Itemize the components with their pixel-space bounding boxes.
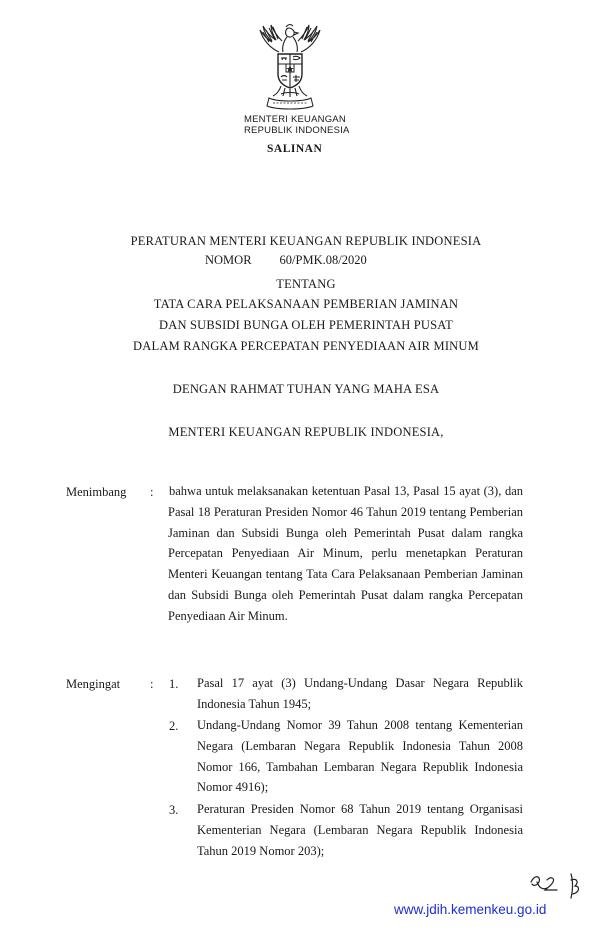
mengingat-label: Mengingat — [66, 677, 121, 691]
salinan-label: SALINAN — [267, 143, 323, 155]
menimbang-label: Menimbang — [66, 485, 127, 499]
footer-url-link[interactable]: www.jdih.kemenkeu.go.id — [394, 902, 547, 917]
regulation-title: PERATURAN MENTERI KEUANGAN REPUBLIK INDONESIA — [130, 234, 482, 248]
garuda-emblem-icon — [255, 22, 325, 114]
tentang-heading: TENTANG — [276, 277, 336, 291]
menimbang-text: bahwa untuk melaksanakan ketentuan Pasal 13, Pasal 15 ayat (3), dan Pasal 18 Peraturan Presiden Nomor 46 Tahun 2019 tentang Pemberian Jaminan dan Subsidi Bunga oleh Pemerintah Pusat dalam rangka Percepatan Penyediaan Air Minum, perlu menetapkan Peraturan Menteri Keuangan tentang Tata Cara Pelaksanaan Pemberian Jaminan dan Subsidi Bunga oleh Pemerintah Pusat dalam rangka Percepatan Penyediaan Air Minum. — [168, 484, 523, 623]
subject-line-3: DALAM RANGKA PERCEPATAN PENYEDIAAN AIR MINUM — [133, 339, 479, 353]
mengingat-item-2-number: 2. — [169, 719, 179, 733]
mengingat-item-1-text: Pasal 17 ayat (3) Undang-Undang Dasar Negara Republik Indonesia Tahun 1945; — [197, 676, 523, 711]
nomor-label: NOMOR — [205, 253, 252, 267]
mengingat-item-2-text: Undang-Undang Nomor 39 Tahun 2008 tentang Kementerian Negara (Lembaran Negara Republik Indonesia Tahun 2008 Nomor 166, Tambahan Lembaran Negara Republik Indonesia Nomor 4916); — [197, 718, 523, 795]
mengingat-item-3-number: 3. — [169, 803, 179, 817]
mengingat-item-3-text: Peraturan Presiden Nomor 68 Tahun 2019 tentang Organisasi Kementerian Negara (Lembaran Negara Republik Indonesia Tahun 2019 Nomor 203); — [197, 802, 523, 858]
rahmat-line: DENGAN RAHMAT TUHAN YANG MAHA ESA — [172, 382, 440, 396]
ministry-line-2: REPUBLIK INDONESIA — [244, 125, 350, 136]
ministry-line-1: MENTERI KEUANGAN — [244, 114, 346, 125]
menteri-line: MENTERI KEUANGAN REPUBLIK INDONESIA, — [168, 425, 444, 439]
menimbang-colon: : — [150, 485, 154, 499]
regulation-number — [205, 253, 367, 268]
mengingat-item-1-number: 1. — [169, 677, 179, 691]
nomor-value: 60/PMK.08/2020 — [279, 253, 367, 267]
mengingat-colon: : — [150, 677, 154, 691]
ministry-heading — [244, 114, 350, 136]
subject-line-2: DAN SUBSIDI BUNGA OLEH PEMERINTAH PUSAT — [159, 318, 453, 332]
subject-line-1: TATA CARA PELAKSANAAN PEMBERIAN JAMINAN — [153, 297, 459, 311]
